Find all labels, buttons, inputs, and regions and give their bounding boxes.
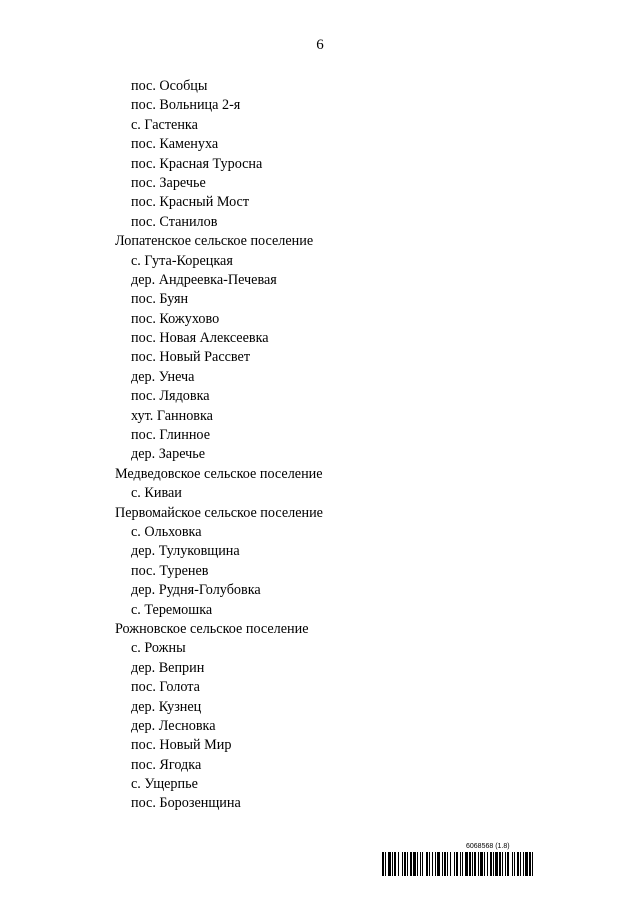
settlement-item: пос. Лядовка [131,388,210,405]
barcode-bar [426,852,428,876]
barcode-bar [447,852,448,876]
settlement-item: с. Ущерпье [131,776,198,793]
settlement-item: с. Киваи [131,485,182,502]
barcode-bar [417,852,418,876]
barcode-bar [444,852,446,876]
barcode-bar [442,852,443,876]
barcode-bar [529,852,531,876]
settlement-item: с. Рожны [131,640,186,657]
barcode-image [382,852,592,876]
barcode-bar [502,852,503,876]
barcode-bar [480,852,483,876]
barcode-bar [413,852,416,876]
barcode-bar [507,852,509,876]
barcode-bar [460,852,461,876]
settlement-item: пос. Вольница 2-я [131,97,241,114]
settlement-item: дер. Рудня-Голубовка [131,582,261,599]
settlement-item: с. Гастенка [131,116,198,133]
barcode-bar [465,852,468,876]
settlement-item: с. Ольховка [131,523,202,540]
barcode-bar [514,852,515,876]
settlement-item: дер. Кузнец [131,698,202,715]
settlement-item: дер. Андреевка-Печевая [131,271,277,288]
settlement-item: пос. Новый Мир [131,737,232,754]
settlement-item: дер. Лесновка [131,717,216,734]
district-heading: Медведовское сельское поселение [115,465,323,482]
barcode-bar [478,852,479,876]
page-number: 6 [316,37,324,53]
barcode-bar [388,852,391,876]
barcode-bar [456,852,458,876]
barcode-bar [392,852,393,876]
barcode-bar [469,852,471,876]
settlement-item: пос. Борозенщина [131,795,241,812]
barcode-bar [495,852,498,876]
barcode-bar [484,852,485,876]
settlement-item: дер. Веприн [131,659,205,676]
barcode-bar [437,852,440,876]
barcode-bar [474,852,476,876]
barcode-bar [499,852,501,876]
barcode-bar [505,852,506,876]
barcode-bar [532,852,533,876]
settlement-item: пос. Туренев [131,562,209,579]
barcode-bar [462,852,463,876]
settlement-item: с. Теремошка [131,601,213,618]
settlement-item: дер. Тулуковщина [131,543,240,560]
barcode-bar [512,852,513,876]
district-heading: Лопатенское сельское поселение [115,233,314,250]
settlement-item: с. Гута-Корецкая [131,252,233,269]
barcode-block [382,842,592,876]
barcode-bar [493,852,494,876]
settlement-item: пос. Голота [131,679,200,696]
settlement-item: пос. Кожухово [131,310,220,327]
barcode-bar [402,852,403,876]
barcode-bar [420,852,421,876]
barcode-bar [435,852,436,876]
settlement-item: хут. Ганновка [131,407,213,424]
settlement-item: пос. Буян [131,291,189,308]
settlement-item: дер. Унеча [131,368,195,385]
settlement-item: пос. Особцы [131,78,208,94]
barcode-bar [523,852,524,876]
barcode-bar [394,852,396,876]
barcode-bar [432,852,433,876]
settlement-item: дер. Заречье [131,446,206,463]
barcode-bar [422,852,423,876]
settlement-list [115,77,535,814]
settlement-item: пос. Красная Туросна [131,155,263,172]
barcode-bar [429,852,430,876]
settlement-item: пос. Новая Алексеевка [131,330,269,347]
barcode-bar [487,852,488,876]
barcode-bar [472,852,473,876]
settlement-item: пос. Красный Мост [131,194,250,211]
settlement-item: пос. Глинное [131,427,210,444]
settlement-item: пос. Новый Рассвет [131,349,251,366]
barcode-code: 6068568 (1.8) [466,843,510,850]
settlement-item: пос. Заречье [131,174,206,191]
barcode-bar [517,852,519,876]
barcode-bar [450,852,451,876]
barcode-bar [407,852,408,876]
district-heading: Первомайское сельское поселение [115,504,323,521]
barcode-bar [454,852,455,876]
district-heading: Рожновское сельское поселение [115,620,309,637]
settlement-item: пос. Ягодка [131,756,202,773]
barcode-bar [398,852,399,876]
settlement-item: пос. Каменуха [131,136,219,153]
barcode-bar [525,852,528,876]
barcode-bar [404,852,406,876]
barcode-bar [490,852,492,876]
settlement-item: пос. Станилов [131,213,218,230]
barcode-bar [382,852,384,876]
barcode-bar [410,852,412,876]
barcode-bar [520,852,521,876]
barcode-bar [385,852,386,876]
